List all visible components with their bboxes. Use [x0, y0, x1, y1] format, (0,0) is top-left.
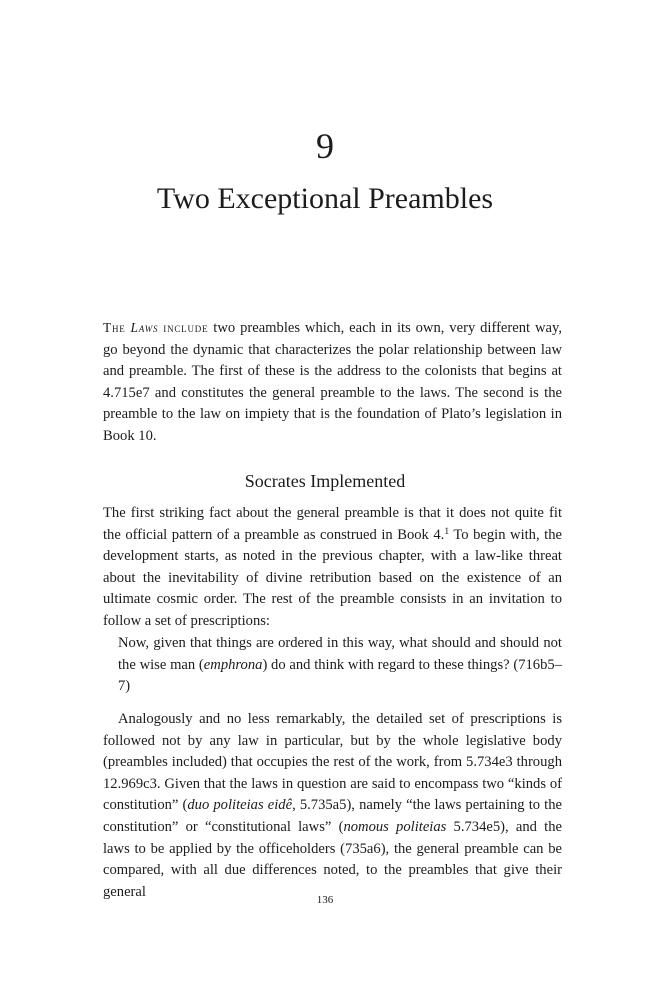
chapter-title: Two Exceptional Preambles: [156, 182, 494, 215]
footnote-ref[interactable]: 1: [444, 526, 450, 537]
para2-term1: duo politeias eidê: [187, 797, 293, 814]
block-quote: [118, 633, 562, 698]
page-number: 136: [316, 894, 334, 906]
para2-b: , 5.735a5), namely “the laws pertaining to the constitution” or “constitutional laws” (: [103, 797, 563, 835]
section-paragraph-2: [103, 709, 562, 903]
lead-the: The: [103, 320, 126, 335]
quote-term: emphrona: [203, 656, 263, 673]
chapter-number: 9: [316, 126, 334, 166]
intro-text: two preambles which, each in its own, very different way, go beyond the dynamic that characterizes the polar relationship between law and preamble. The first of these is the address to the colonists that begins at 4.715e7 and constitutes the general preamble to the laws. The second is the preamble to the law on impiety that is the foundation of Plato’s legislation in Book 10.: [103, 320, 562, 444]
para2-a: Analogously and no less remarkably, the detailed set of prescriptions is followed not by any law in particular, but by the whole legislative body (preambles included) that occupies the rest of the work, from 5.734e3 through 12.969c3. Given that the laws in question are said to encompass two “kinds of constitution” (: [103, 711, 562, 814]
section-paragraph-1: [103, 503, 562, 633]
quote-after: ) do and think with regard to these things? (716b5–7): [118, 656, 562, 695]
section-heading: Socrates Implemented: [244, 471, 406, 491]
lead-include: include: [163, 320, 209, 335]
para2-term2: nomous politeias: [343, 818, 447, 835]
para1-after-note: To begin with, the development starts, as noted in the previous chapter, with a law-like threat about the inevitability of divine retribution based on the existence of an ultimate cosmic order. The rest of the preamble consists in an invitation to follow a set of prescriptions:: [103, 526, 562, 629]
quote-before: Now, given that things are ordered in this way, what should and should not the wise man (: [118, 635, 562, 673]
intro-paragraph: [103, 317, 562, 448]
para1-before-note: The first striking fact about the general preamble is that it does not quite fit the official pattern of a preamble as construed in Book 4.: [103, 505, 562, 543]
para2-c: 5.734e5), and the laws to be applied by the officeholders (735a6), the general preamble can be compared, with all due differences noted, to the preambles that give their general: [103, 818, 562, 900]
lead-laws: Laws: [130, 320, 159, 335]
